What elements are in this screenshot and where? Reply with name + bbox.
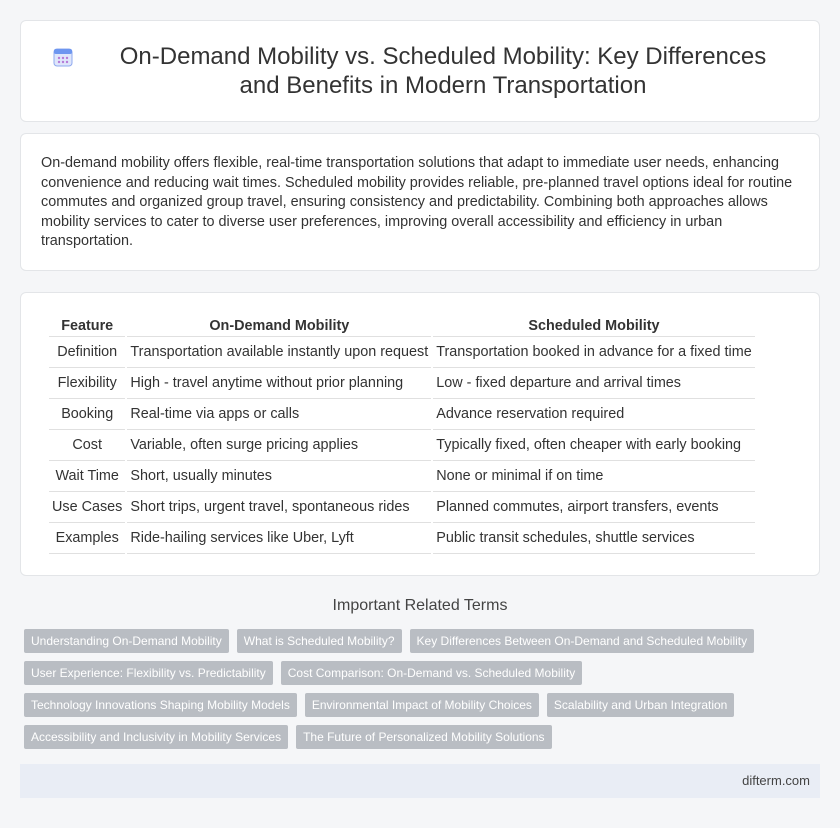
row-scheduled: None or minimal if on time — [433, 461, 754, 492]
row-scheduled: Planned commutes, airport transfers, events — [433, 492, 754, 523]
table-row — [49, 461, 755, 492]
row-on-demand: Transportation available instantly upon request — [127, 337, 431, 368]
row-on-demand: Variable, often surge pricing applies — [127, 430, 431, 461]
comparison-table — [47, 315, 757, 554]
header-on-demand: On-Demand Mobility — [127, 315, 431, 337]
tag-row — [24, 725, 824, 749]
table-row — [49, 492, 755, 523]
header-scheduled: Scheduled Mobility — [433, 315, 754, 337]
related-term-link[interactable]: What is Scheduled Mobility? — [237, 629, 402, 653]
table-header-row — [49, 315, 755, 337]
tag-row — [24, 629, 824, 653]
row-feature: Flexibility — [49, 368, 125, 399]
intro-card — [20, 133, 820, 271]
row-scheduled: Public transit schedules, shuttle services — [433, 523, 754, 554]
row-on-demand: Short, usually minutes — [127, 461, 431, 492]
tag-row — [24, 693, 824, 717]
row-feature: Definition — [49, 337, 125, 368]
table-row — [49, 523, 755, 554]
related-terms-tags — [24, 629, 824, 757]
row-feature: Cost — [49, 430, 125, 461]
comparison-table-card — [20, 292, 820, 576]
row-on-demand: Real-time via apps or calls — [127, 399, 431, 430]
row-scheduled: Typically fixed, often cheaper with early booking — [433, 430, 754, 461]
row-on-demand: High - travel anytime without prior planning — [127, 368, 431, 399]
table-row — [49, 399, 755, 430]
title-card — [20, 20, 820, 122]
related-term-link[interactable]: User Experience: Flexibility vs. Predictability — [24, 661, 273, 685]
title-wrap — [21, 21, 819, 121]
related-term-link[interactable]: Key Differences Between On-Demand and Scheduled Mobility — [410, 629, 755, 653]
related-term-link[interactable]: Scalability and Urban Integration — [547, 693, 734, 717]
row-feature: Use Cases — [49, 492, 125, 523]
related-term-link[interactable]: Understanding On-Demand Mobility — [24, 629, 229, 653]
page-title: On-Demand Mobility vs. Scheduled Mobility: Key Differences and Benefits in Modern Transportation — [119, 43, 767, 99]
row-scheduled: Transportation booked in advance for a fixed time — [433, 337, 754, 368]
table-row — [49, 430, 755, 461]
related-term-link[interactable]: Environmental Impact of Mobility Choices — [305, 693, 539, 717]
header-feature: Feature — [49, 315, 125, 337]
related-term-link[interactable]: Technology Innovations Shaping Mobility Models — [24, 693, 297, 717]
intro-paragraph: On-demand mobility offers flexible, real-time transportation solutions that adapt to immediate user needs, enhancing convenience and reducing wait times. Scheduled mobility provides reliable, pre-planned travel options ideal for routine commutes and organized group travel, ensuring consistency and predictability. Combining both approaches allows mobility services to cater to diverse user preferences, improving overall accessibility and efficiency in urban transportation. — [41, 155, 793, 250]
related-term-link[interactable]: The Future of Personalized Mobility Solutions — [296, 725, 551, 749]
row-feature: Examples — [49, 523, 125, 554]
footer-site-link[interactable]: difterm.com — [742, 773, 810, 788]
calendar-icon — [51, 45, 75, 69]
row-on-demand: Ride-hailing services like Uber, Lyft — [127, 523, 431, 554]
row-feature: Booking — [49, 399, 125, 430]
row-scheduled: Advance reservation required — [433, 399, 754, 430]
row-scheduled: Low - fixed departure and arrival times — [433, 368, 754, 399]
related-terms-heading: Important Related Terms — [332, 597, 508, 614]
row-feature: Wait Time — [49, 461, 125, 492]
table-row — [49, 337, 755, 368]
table-row — [49, 368, 755, 399]
tag-row — [24, 661, 824, 685]
related-term-link[interactable]: Cost Comparison: On-Demand vs. Scheduled Mobility — [281, 661, 582, 685]
row-on-demand: Short trips, urgent travel, spontaneous rides — [127, 492, 431, 523]
related-term-link[interactable]: Accessibility and Inclusivity in Mobility Services — [24, 725, 288, 749]
footer — [20, 764, 820, 798]
